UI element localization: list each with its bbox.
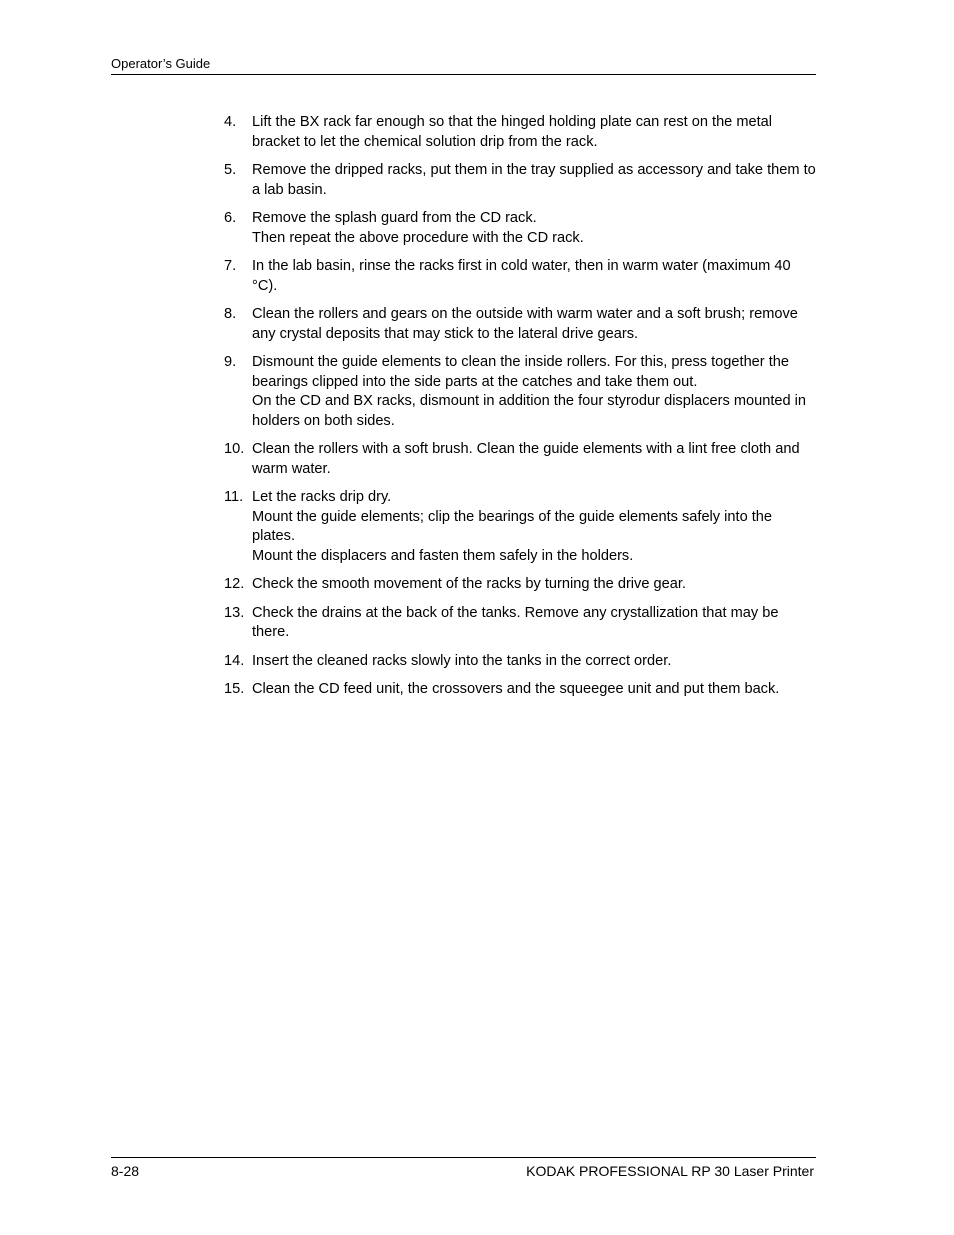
step-number: 4. — [224, 114, 237, 130]
step-item — [224, 113, 816, 152]
step-item — [224, 680, 816, 700]
step-text: In the lab basin, rinse the racks first in cold water, then in warm water (maximum 40 °C). — [252, 258, 791, 294]
step-text: Dismount the guide elements to clean the inside rollers. For this, press together the bearings clipped into the side parts at the catches and take them out. — [252, 354, 790, 390]
step-text: On the CD and BX racks, dismount in addition the four styrodur displacers mounted in holders on both sides. — [252, 393, 807, 429]
step-item — [224, 652, 816, 672]
step-item — [224, 305, 816, 344]
step-item — [224, 353, 816, 431]
step-item — [224, 257, 816, 296]
page-header — [111, 55, 816, 75]
step-text: Clean the rollers and gears on the outside with warm water and a soft brush; remove any crystal deposits that may stick to the lateral drive gears. — [252, 306, 798, 342]
step-number: 9. — [224, 354, 237, 370]
procedure-steps — [224, 113, 816, 709]
step-text: Remove the splash guard from the CD rack. — [252, 210, 537, 226]
step-item — [224, 209, 816, 248]
step-item — [224, 161, 816, 200]
step-text: Remove the dripped racks, put them in the tray supplied as accessory and take them to a lab basin. — [252, 162, 816, 198]
step-text: Check the drains at the back of the tanks. Remove any crystallization that may be there. — [252, 604, 779, 640]
step-number: 5. — [224, 162, 237, 178]
step-number: 15. — [224, 681, 245, 697]
step-number: 7. — [224, 258, 237, 274]
footer-page-number: 8-28 — [111, 1163, 140, 1179]
step-text: Mount the guide elements; clip the bearings of the guide elements safely into the plates. — [252, 508, 773, 544]
step-number: 11. — [224, 489, 244, 505]
step-item — [224, 604, 816, 643]
page-footer — [111, 1157, 816, 1180]
step-number: 6. — [224, 210, 237, 226]
footer-product-name: KODAK PROFESSIONAL RP 30 Laser Printer — [526, 1163, 814, 1179]
step-number: 12. — [224, 576, 245, 592]
step-text: Then repeat the above procedure with the CD rack. — [252, 229, 584, 246]
step-item — [224, 440, 816, 479]
step-number: 13. — [224, 604, 245, 621]
step-number: 10. — [224, 441, 245, 457]
header-title: Operator’s Guide — [111, 56, 211, 71]
step-text: Mount the displacers and fasten them safely in the holders. — [252, 547, 634, 564]
step-text: Insert the cleaned racks slowly into the tanks in the correct order. — [252, 652, 672, 669]
step-text: Check the smooth movement of the racks by turning the drive gear. — [252, 576, 686, 592]
step-item — [224, 575, 816, 595]
step-number: 14. — [224, 652, 245, 669]
step-text: Lift the BX rack far enough so that the hinged holding plate can rest on the metal bracket to let the chemical solution drip from the rack. — [252, 114, 773, 150]
step-text: Clean the CD feed unit, the crossovers and the squeegee unit and put them back. — [252, 681, 780, 697]
step-item — [224, 488, 816, 566]
step-text: Let the racks drip dry. — [252, 489, 392, 505]
step-text: Clean the rollers with a soft brush. Clean the guide elements with a lint free cloth and warm water. — [252, 441, 800, 477]
step-number: 8. — [224, 306, 237, 322]
